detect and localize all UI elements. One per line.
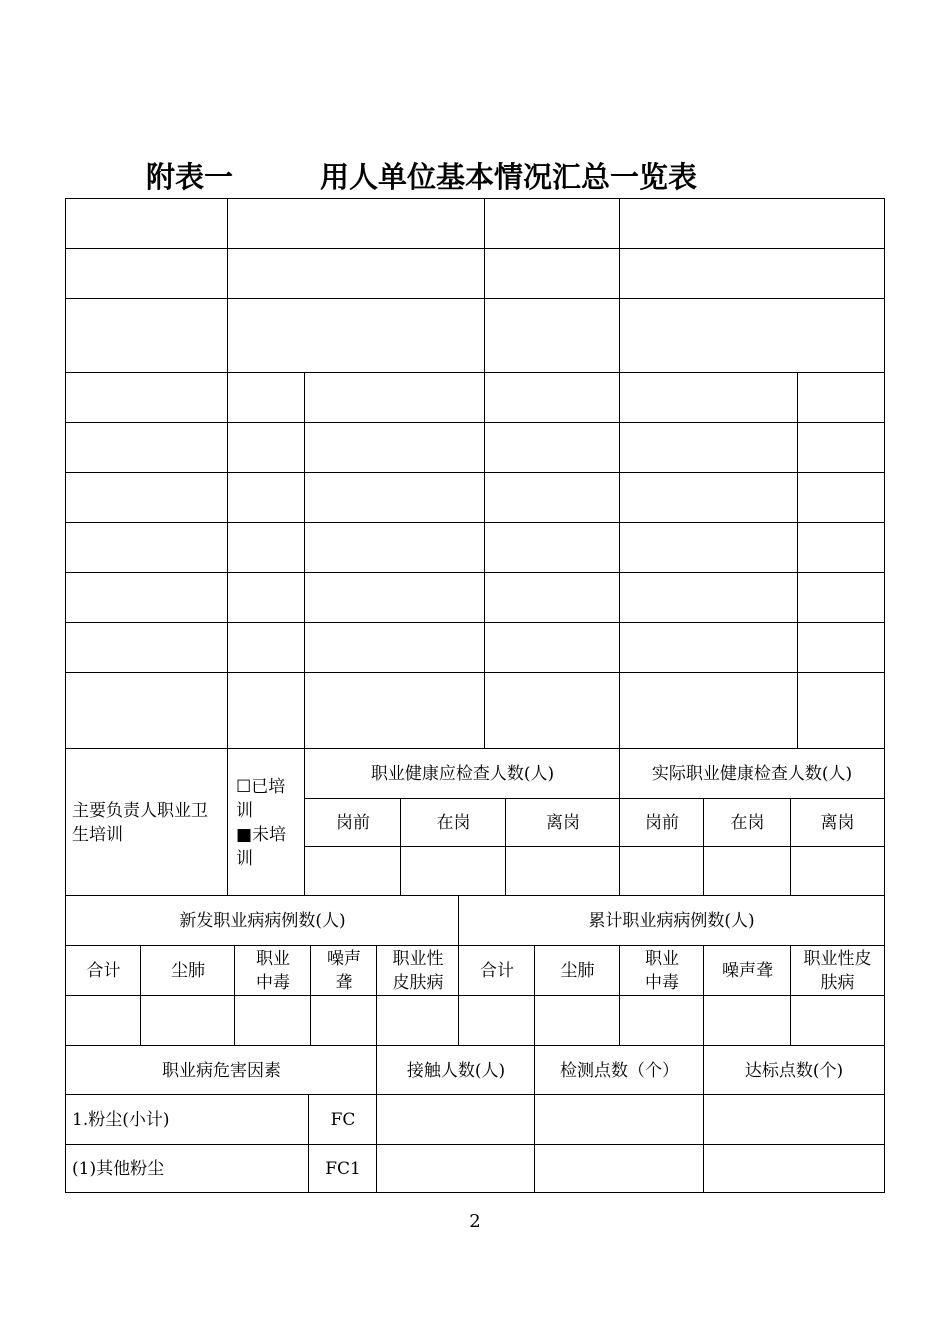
cell-legal-rep-value[interactable] <box>227 298 485 373</box>
cell-new-poison <box>234 945 311 996</box>
cell-actual-on <box>703 798 791 847</box>
cell-new-cases <box>65 895 459 946</box>
cell-factors-points <box>534 1045 704 1095</box>
cell-phone <box>484 298 620 373</box>
cell-actual-pre-text: 岗前 <box>645 813 679 833</box>
cell-cum-poison-text: 职业 中毒 <box>645 949 679 993</box>
cell-cum-pneumo-text: 尘肺 <box>560 961 595 981</box>
cell-dust-points[interactable] <box>534 1094 704 1145</box>
cell-new-poison-text: 职业 中毒 <box>256 949 290 993</box>
cell-declare-options <box>797 672 885 749</box>
title-right: 用人单位基本情况汇总一览表 <box>320 160 698 194</box>
cell-new-total <box>65 945 141 996</box>
cell-pre-eval-should <box>304 622 485 673</box>
cell-fulltime-mgmt <box>65 522 228 573</box>
cell-reg-address <box>65 248 228 299</box>
cell-new-pneumo-text: 尘肺 <box>171 961 205 981</box>
cell-company-name-value[interactable] <box>227 198 485 249</box>
cell-actual-pre <box>619 798 704 847</box>
page-number: 2 <box>469 1211 481 1232</box>
cell-new-deaf-text: 噪声 聋 <box>327 949 361 993</box>
cell-should-pre-value[interactable] <box>304 846 401 896</box>
cell-ctrl-eval-actual-value[interactable] <box>484 672 620 749</box>
cell-cum-pneumo <box>534 945 620 996</box>
cell-dust-exposed[interactable] <box>376 1094 535 1145</box>
cell-phone-value[interactable] <box>619 298 885 373</box>
cell-new-deaf-value[interactable] <box>310 995 377 1046</box>
cell-warning-posts <box>619 572 798 623</box>
cell-dust-code <box>308 1094 377 1145</box>
cell-female-value[interactable] <box>227 472 305 523</box>
cell-cum-total-value[interactable] <box>458 995 535 1046</box>
cell-new-cases-text: 新发职业病病例数(人) <box>179 911 346 931</box>
cell-should-exam-text: 职业健康应检查人数(人) <box>370 764 555 784</box>
cell-factors-qualified <box>703 1045 885 1095</box>
cell-industry <box>65 372 228 423</box>
cell-exposed <box>304 422 485 473</box>
cell-contract-informed <box>619 422 798 473</box>
cell-other-dust-text: (1)其他粉尘 <box>72 1158 165 1179</box>
cell-factors-points-text: 检测点数（个） <box>560 1060 679 1081</box>
cell-training-options <box>227 748 305 896</box>
cell-declare <box>619 672 798 749</box>
cell-exposed-value[interactable] <box>484 422 620 473</box>
cell-ctrl-eval-should-value[interactable] <box>227 672 305 749</box>
cell-factors-header-text: 职业病危害因素 <box>162 1060 281 1081</box>
cell-new-skin-text: 职业性 皮肤病 <box>392 949 444 993</box>
cell-factors-exposed-text: 接触人数(人) <box>406 1060 506 1081</box>
cell-should-pre-text: 岗前 <box>336 813 370 833</box>
cell-work-address-value[interactable] <box>619 248 885 299</box>
cell-cumulative-cases <box>458 895 885 946</box>
cell-should-off-value[interactable] <box>505 846 620 896</box>
cell-parttime-mgmt <box>304 522 485 573</box>
cell-org-code-value[interactable] <box>619 198 885 249</box>
cell-cum-skin <box>790 945 885 996</box>
cell-ctrl-eval-should <box>65 672 228 749</box>
cell-should-pre <box>304 798 401 847</box>
cell-training-label-text: 主要负责人职业卫生培训 <box>72 800 208 845</box>
cell-new-total-value[interactable] <box>65 995 141 1046</box>
cell-cum-skin-text: 职业性皮 肤病 <box>803 949 872 993</box>
cell-actual-pre-value[interactable] <box>619 846 704 896</box>
cell-legal-rep <box>65 298 228 373</box>
cell-dust-code-text: FC <box>330 1110 356 1130</box>
cell-dust-text: 1.粉尘(小计) <box>72 1110 170 1130</box>
cell-company-name <box>65 198 228 249</box>
cell-migrant-value[interactable] <box>797 472 885 523</box>
cell-cum-skin-value[interactable] <box>790 995 885 1046</box>
cell-new-skin-value[interactable] <box>376 995 459 1046</box>
cell-other-dust-code <box>308 1144 377 1193</box>
cell-dust-qualified[interactable] <box>703 1094 885 1145</box>
cell-cum-total-text: 合计 <box>480 961 514 981</box>
cell-should-on <box>400 798 506 847</box>
cell-hazard-posts-value[interactable] <box>227 622 305 673</box>
cell-cum-pneumo-value[interactable] <box>534 995 620 1046</box>
cell-other-dust-qualified[interactable] <box>703 1144 885 1193</box>
cell-industry-value[interactable] <box>227 372 305 423</box>
cell-should-off-text: 离岗 <box>546 813 580 833</box>
cell-new-deaf <box>310 945 377 996</box>
cell-other-dust-exposed[interactable] <box>376 1144 535 1193</box>
cell-factors-qualified-text: 达标点数(个) <box>744 1060 844 1081</box>
cell-pre-eval-actual-value[interactable] <box>797 622 885 673</box>
not-trained-checkbox[interactable]: ■未培训 <box>236 824 287 869</box>
cell-employees <box>65 422 228 473</box>
cell-actual-off-value[interactable] <box>790 846 885 896</box>
cell-cum-poison-value[interactable] <box>619 995 704 1046</box>
cell-parttime-mgmt-value[interactable] <box>484 522 620 573</box>
cell-work-address <box>484 248 620 299</box>
trained-checkbox[interactable]: ☐已培训 <box>236 776 286 821</box>
cell-actual-on-text: 在岗 <box>730 813 765 833</box>
cell-warning-posts-value[interactable] <box>797 572 885 623</box>
cell-training-label <box>65 748 228 896</box>
cell-new-total-text: 合计 <box>86 961 121 981</box>
cell-actual-off-text: 离岗 <box>820 813 855 833</box>
cell-actual-on-value[interactable] <box>703 846 791 896</box>
cell-other-dust <box>65 1144 309 1193</box>
cell-new-poison-value[interactable] <box>234 995 311 1046</box>
cell-scale-value <box>797 372 885 423</box>
cell-other-dust-points[interactable] <box>534 1144 704 1193</box>
cell-org-code <box>484 198 620 249</box>
cell-health-files <box>619 522 798 573</box>
cell-reg-address-value[interactable] <box>227 248 485 299</box>
cell-female <box>65 472 228 523</box>
cell-migrant <box>619 472 798 523</box>
cell-cum-poison <box>619 945 704 996</box>
title-left: 附表一 <box>146 160 234 194</box>
cell-actual-train-value[interactable] <box>484 572 620 623</box>
cell-should-train-value[interactable] <box>227 572 305 623</box>
cell-pre-eval-should-value[interactable] <box>484 622 620 673</box>
cell-should-train <box>65 572 228 623</box>
cell-health-files-value[interactable] <box>797 522 885 573</box>
cell-cumulative-cases-text: 累计职业病病例数(人) <box>588 911 755 931</box>
cell-contract-informed-value[interactable] <box>797 422 885 473</box>
cell-should-on-text: 在岗 <box>436 813 471 833</box>
cell-factors-header <box>65 1045 377 1095</box>
cell-pre-eval-actual <box>619 622 798 673</box>
cell-scale <box>619 372 798 423</box>
cell-should-exam <box>304 748 620 799</box>
cell-should-on-value[interactable] <box>400 846 506 896</box>
cell-reg-type-value <box>484 372 620 423</box>
cell-fulltime-mgmt-value[interactable] <box>227 522 305 573</box>
cell-other-dust-code-text: FC1 <box>325 1158 361 1179</box>
cell-actual-off <box>790 798 885 847</box>
cell-should-off <box>505 798 620 847</box>
cell-ctrl-eval-actual <box>304 672 485 749</box>
cell-dust <box>65 1094 309 1145</box>
cell-cum-total <box>458 945 535 996</box>
cell-cum-deaf-value[interactable] <box>703 995 791 1046</box>
cell-outsourced-value[interactable] <box>484 472 620 523</box>
cell-new-pneumo-value[interactable] <box>140 995 235 1046</box>
cell-factors-exposed <box>376 1045 535 1095</box>
cell-outsourced <box>304 472 485 523</box>
cell-cum-deaf-text: 噪声聋 <box>722 961 773 981</box>
cell-new-skin <box>376 945 459 996</box>
cell-actual-exam <box>619 748 885 799</box>
cell-cum-deaf <box>703 945 791 996</box>
cell-employees-value[interactable] <box>227 422 305 473</box>
cell-actual-exam-text: 实际职业健康检查人数(人) <box>651 764 853 784</box>
cell-hazard-posts <box>65 622 228 673</box>
cell-actual-train <box>304 572 485 623</box>
cell-reg-type <box>304 372 485 423</box>
cell-new-pneumo <box>140 945 235 996</box>
